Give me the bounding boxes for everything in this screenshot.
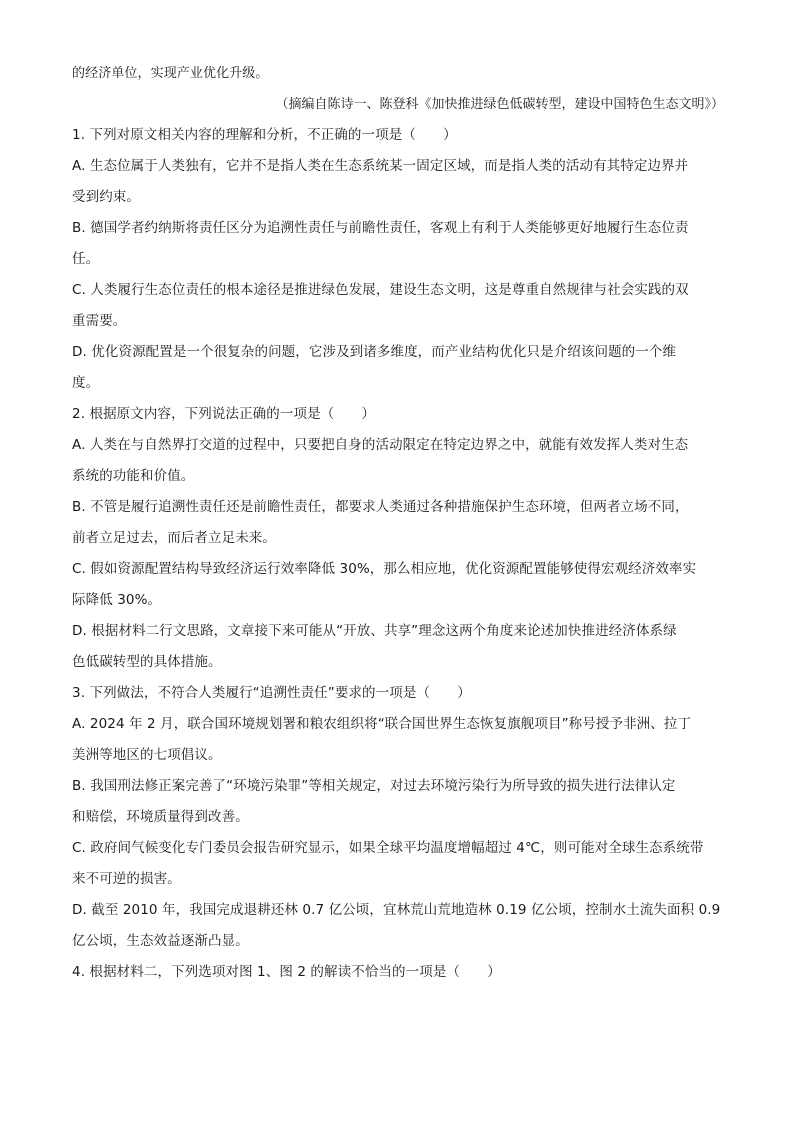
option-d[interactable] [72,616,722,678]
option-line: 美洲等地区的七项倡议。 [72,747,222,763]
option-line: D. 截至 2010 年，我国完成退耕还林 0.7 亿公顷，宜林荒山荒地造林 0.19 亿公顷，控制水土流失面积 0.9 [72,902,721,918]
question-stem: 2. 根据原文内容，下列说法正确的一项是（ ） [72,406,376,422]
option-c[interactable] [72,554,722,616]
option-d[interactable] [72,337,722,399]
option-line: 受到约束。 [72,189,140,205]
question-3 [72,678,722,957]
option-line: C. 人类履行生态位责任的根本途径是推进绿色发展，建设生态文明，这是尊重自然规律与社会实践的双 [72,282,689,298]
option-line: 重需要。 [72,313,127,329]
option-c[interactable] [72,275,722,337]
option-b[interactable] [72,213,722,275]
question-stem: 1. 下列对原文相关内容的理解和分析，不正确的一项是（ ） [72,127,457,143]
option-line: A. 人类在与自然界打交道的过程中，只要把自身的活动限定在特定边界之中，就能有效发挥人类对生态 [72,437,689,453]
option-a[interactable] [72,430,722,492]
option-d[interactable] [72,895,722,957]
question-stem: 4. 根据材料二，下列选项对图 1、图 2 的解读不恰当的一项是（ ） [72,964,501,980]
option-line: D. 根据材料二行文思路，文章接下来可能从“开放、共享”理念这两个角度来论述加快推进经济体系绿 [72,623,677,639]
option-line: B. 德国学者约纳斯将责任区分为追溯性责任与前瞻性责任，客观上有利于人类能够更好地履行生态位责 [72,220,689,236]
option-line: 任。 [72,251,100,267]
option-line: 系统的功能和价值。 [72,468,195,484]
intro-line: 的经济单位，实现产业优化升级。 [72,66,269,81]
option-line: 际降低 30%。 [72,592,162,608]
option-line: A. 生态位属于人类独有，它并不是指人类在生态系统某一固定区域，而是指人类的活动有其特定边界并 [72,158,689,174]
option-line: B. 不管是履行追溯性责任还是前瞻性责任，都要求人类通过各种措施保护生态环境，但两者立场不同， [72,499,689,515]
option-line: 度。 [72,375,100,391]
source-citation: （摘编自陈诗一、陈登科《加快推进绿色低碳转型，建设中国特色生态文明》） [275,97,724,112]
option-line: 和赔偿，环境质量得到改善。 [72,809,249,825]
option-b[interactable] [72,492,722,554]
option-a[interactable] [72,151,722,213]
option-line: D. 优化资源配置是一个很复杂的问题，它涉及到诸多维度，而产业结构优化只是介绍该问题的一个维 [72,344,677,360]
option-c[interactable] [72,833,722,895]
option-line: 前者立足过去，而后者立足未来。 [72,530,276,546]
question-2 [72,399,722,678]
question-4 [72,957,722,988]
option-b[interactable] [72,771,722,833]
option-line: B. 我国刑法修正案完善了“环境污染罪”等相关规定，对过去环境污染行为所导致的损失进行法律认定 [72,778,676,794]
option-a[interactable] [72,709,722,771]
option-line: A. 2024 年 2 月，联合国环境规划署和粮农组织将“联合国世界生态恢复旗舰项目”称号授予非洲、拉丁 [72,716,692,732]
option-line: 色低碳转型的具体措施。 [72,654,222,670]
option-line: C. 政府间气候变化专门委员会报告研究显示，如果全球平均温度增幅超过 4℃，则可能对全球生态系统带 [72,840,704,856]
question-stem: 3. 下列做法，不符合人类履行“追溯性责任”要求的一项是（ ） [72,685,471,701]
option-line: C. 假如资源配置结构导致经济运行效率降低 30%，那么相应地，优化资源配置能够使得宏观经济效率实 [72,561,697,577]
option-line: 亿公顷，生态效益逐渐凸显。 [72,933,249,949]
option-line: 来不可逆的损害。 [72,871,181,887]
question-1 [72,120,722,399]
